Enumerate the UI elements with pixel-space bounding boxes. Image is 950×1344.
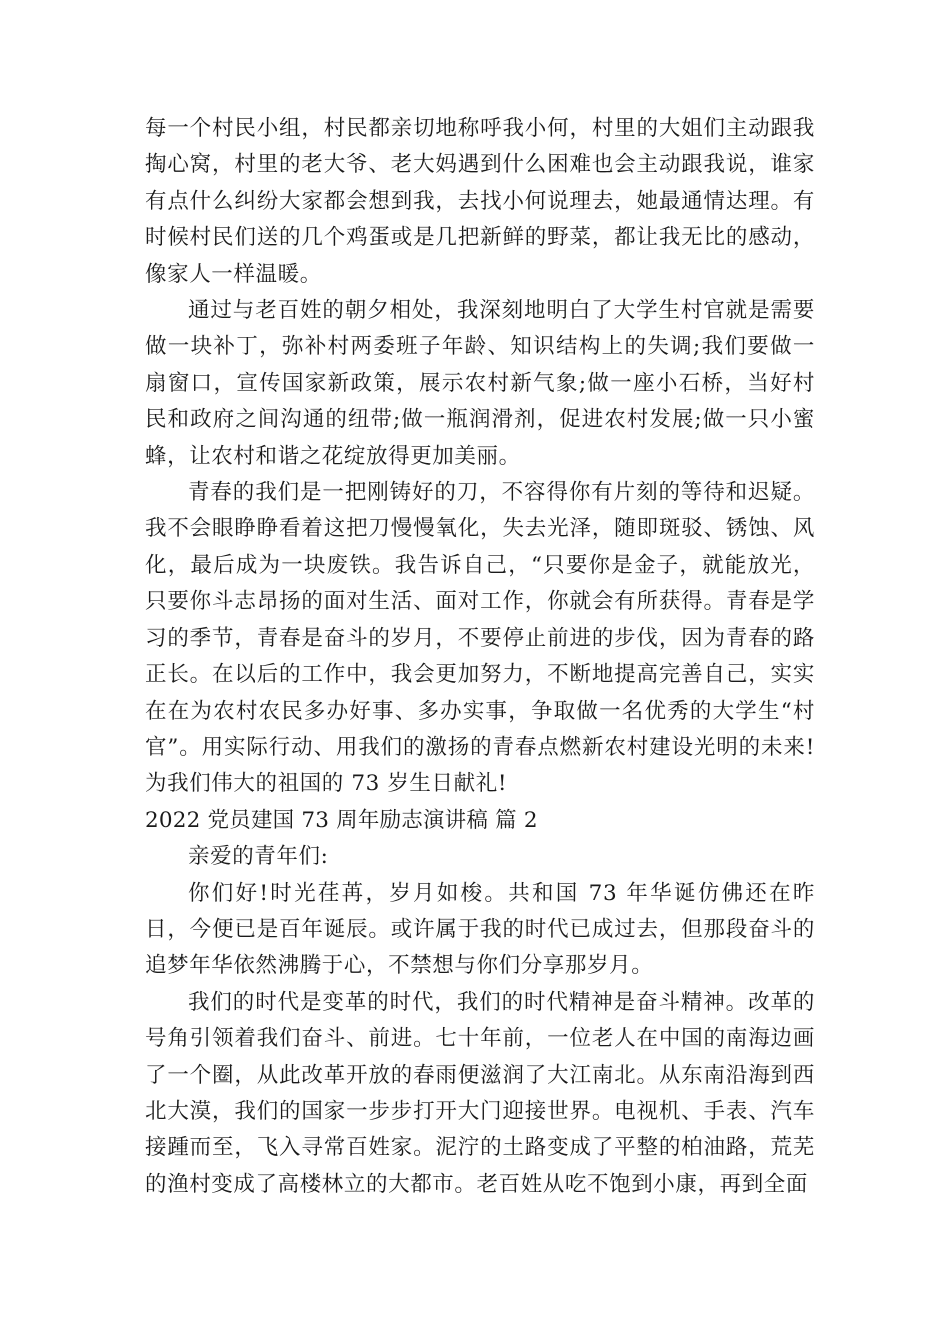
- document-body: [145, 111, 815, 1203]
- paragraph-3: 青春的我们是一把刚铸好的刀，不容得你有片刻的等待和迟疑。我不会眼睁睁看着这把刀慢慢氧化，失去光泽，随即斑驳、锈蚀、风化，最后成为一块废铁。我告诉自己，“只要你是金子，就能放光，只要你斗志昂扬的面对生活、面对工作，你就会有所获得。青春是学习的季节，青春是奋斗的岁月，不要停止前进的步伐，因为青春的路正长。在以后的工作中，我会更加努力，不断地提高完善自己，实实在在为农村农民多办好事、多办实事，争取做一名优秀的大学生“村官”。用实际行动、用我们的激扬的青春点燃新农村建设光明的未来!为我们伟大的祖国的 73 岁生日献礼!: [145, 480, 815, 797]
- paragraph-1: 每一个村民小组，村民都亲切地称呼我小何，村里的大姐们主动跟我掏心窝，村里的老大爷、老大妈遇到什么困难也会主动跟我说，谁家有点什么纠纷大家都会想到我，去找小何说理去，她最通情达理。有时候村民们送的几个鸡蛋或是几把新鲜的野菜，都让我无比的感动，像家人一样温暖。: [145, 116, 815, 287]
- section-heading: 2022 党员建国 73 周年励志演讲稿 篇 2: [145, 807, 538, 833]
- salutation: 亲爱的青年们:: [188, 844, 329, 870]
- paragraph-6: 你们好!时光荏苒，岁月如梭。共和国 73 年华诞仿佛还在昨日，今便已是百年诞辰。或许属于我的时代已成过去，但那段奋斗的追梦年华依然沸腾于心，不禁想与你们分享那岁月。: [145, 880, 815, 979]
- paragraph-2: 通过与老百姓的朝夕相处，我深刻地明白了大学生村官就是需要做一块补丁，弥补村两委班子年龄、知识结构上的失调;我们要做一扇窗口，宣传国家新政策，展示农村新气象;做一座小石桥，当好村民和政府之间沟通的纽带;做一瓶润滑剂，促进农村发展;做一只小蜜蜂，让农村和谐之花绽放得更加美丽。: [145, 298, 815, 469]
- paragraph-7: 我们的时代是变革的时代，我们的时代精神是奋斗精神。改革的号角引领着我们奋斗、前进。七十年前，一位老人在中国的南海边画了一个圈，从此改革开放的春雨便滋润了大江南北。从东南沿海到西北大漠，我们的国家一步步打开大门迎接世界。电视机、手表、汽车接踵而至，飞入寻常百姓家。泥泞的土路变成了平整的柏油路，荒芜的渔村变成了高楼林立的大都市。老百姓从吃不饱到小康，再到全面: [145, 989, 815, 1197]
